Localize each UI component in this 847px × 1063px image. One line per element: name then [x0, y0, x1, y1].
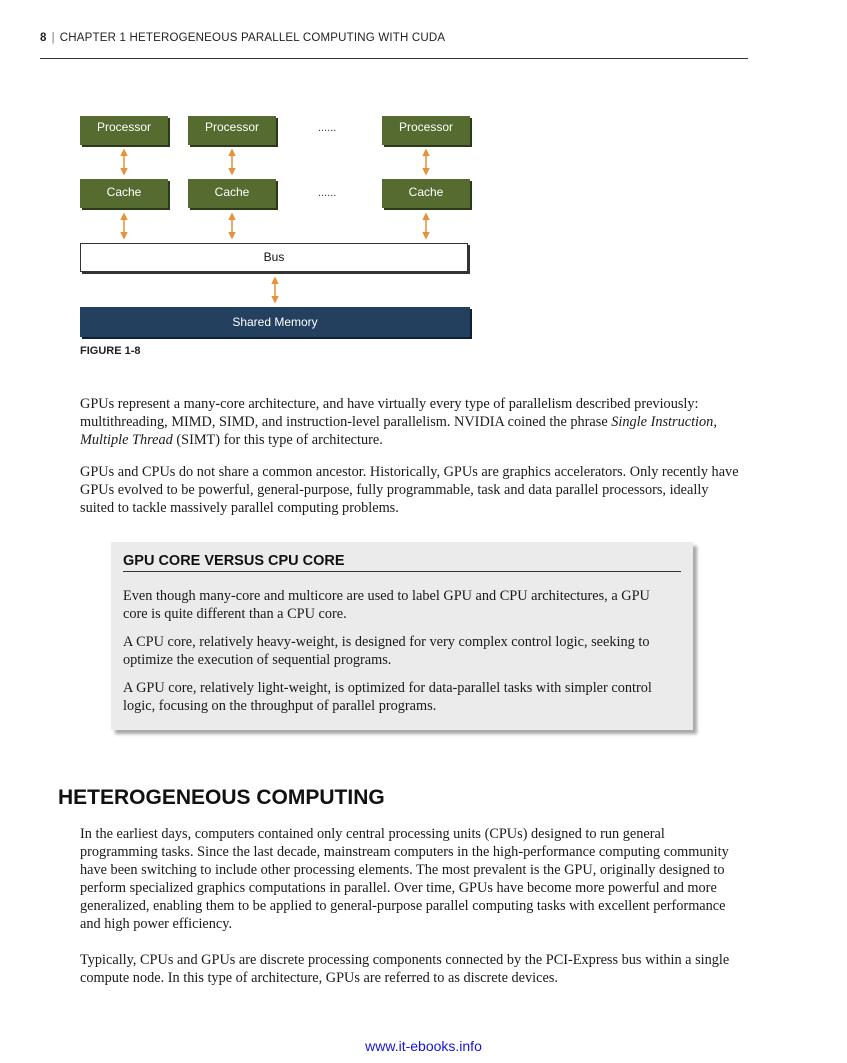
- footer-link[interactable]: www.it-ebooks.info: [365, 1038, 482, 1054]
- sidebar-box: [111, 542, 693, 730]
- paragraph-text: GPUs represent a many-core architecture, and have virtually every type of parallelism described previously: multithreading, MIMD, SIMD, and instruction-level parallelism. NVIDIA coined the phrase: [80, 396, 699, 430]
- processor-block-2: Processor: [188, 116, 276, 145]
- figure-caption: FIGURE 1-8: [80, 345, 141, 357]
- section-heading: HETEROGENEOUS COMPUTING: [58, 786, 385, 809]
- cache-ellipsis: ......: [318, 187, 337, 199]
- page-number: 8: [40, 32, 47, 44]
- cache-block-3: Cache: [382, 179, 470, 208]
- sidebar-paragraph-1: Even though many-core and multicore are used to label GPU and CPU architectures, a GPU core is quite different than a CPU core.: [123, 588, 650, 622]
- sidebar-title: GPU CORE VERSUS CPU CORE: [123, 553, 681, 572]
- shared-memory-block: Shared Memory: [80, 307, 470, 337]
- sidebar-paragraph-3: A GPU core, relatively light-weight, is optimized for data-parallel tasks with simpler control logic, focusing on the throughput of parallel programs.: [123, 680, 652, 714]
- paragraph-gpu-history: GPUs and CPUs do not share a common ancestor. Historically, GPUs are graphics accelerators. Only recently have GPUs evolved to be powerful, general-purpose, fully programmable, task and data parallel processors, ideally suited to tackle massively parallel computing problems.: [80, 464, 739, 516]
- bus-block: Bus: [80, 243, 468, 272]
- sidebar-paragraph-2: A CPU core, relatively heavy-weight, is designed for very complex control logic, seeking to optimize the execution of sequential programs.: [123, 634, 650, 668]
- cache-block-1: Cache: [80, 179, 168, 208]
- paragraph-heterogeneous-1: In the earliest days, computers contained only central processing units (CPUs) designed to run general programming tasks. Since the last decade, mainstream computers in the high-performance computing community have been switching to include other processing elements. The most prevalent is the GPU, originally designed to perform specialized graphics computations in parallel. Over time, GPUs have become more powerful and more generalized, enabling them to be applied to general-purpose parallel computing tasks with excellent performance and high power efficiency.: [80, 826, 729, 932]
- chapter-title: CHAPTER 1 HETEROGENEOUS PARALLEL COMPUTING WITH CUDA: [59, 32, 446, 44]
- processor-block-3: Processor: [382, 116, 470, 145]
- processor-block-1: Processor: [80, 116, 168, 145]
- header-separator: |: [51, 32, 55, 44]
- paragraph-gpu-architecture: [80, 395, 740, 449]
- cache-block-2: Cache: [188, 179, 276, 208]
- simt-term: Single Instruction, Multiple Thread: [80, 414, 717, 448]
- paragraph-heterogeneous-2: Typically, CPUs and GPUs are discrete processing components connected by the PCI-Express bus within a single compute node. In this type of architecture, GPUs are referred to as discrete devices.: [80, 952, 730, 986]
- processor-ellipsis: ......: [318, 122, 337, 134]
- paragraph-text: (SIMT) for this type of architecture.: [172, 432, 383, 448]
